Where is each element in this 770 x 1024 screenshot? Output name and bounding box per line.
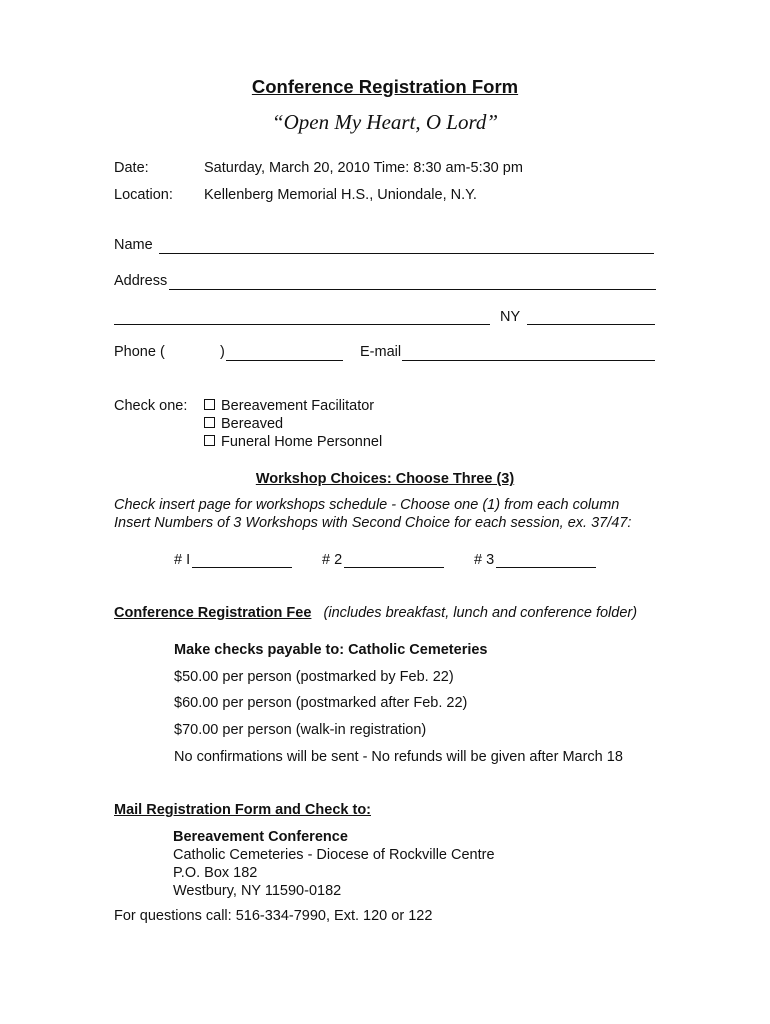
choice-3-label: # 3 — [474, 552, 495, 568]
page-title: Conference Registration Form — [251, 76, 519, 97]
area-code-field[interactable] — [176, 360, 220, 361]
workshop-instruction-2: Insert Numbers of 3 Workshops with Second Choice for each session, ex. 37/47: — [114, 515, 632, 531]
fee-section — [114, 605, 637, 621]
date-label: Date: — [114, 160, 149, 176]
option-funeral-home-personnel[interactable]: Funeral Home Personnel — [204, 434, 382, 450]
phone-field[interactable] — [226, 360, 343, 361]
location-label: Location: — [114, 187, 173, 203]
fee-heading: Conference Registration Fee — [114, 605, 312, 621]
checkbox-icon[interactable] — [204, 399, 215, 410]
choice-3-field[interactable] — [496, 567, 596, 568]
phone-paren-close: ) — [220, 344, 225, 360]
refund-policy: No confirmations will be sent - No refunds will be given after March 18 — [174, 749, 623, 765]
mail-line-1: Bereavement Conference — [173, 829, 348, 845]
workshop-heading: Workshop Choices: Choose Three (3) — [255, 471, 515, 487]
checkbox-icon[interactable] — [204, 417, 215, 428]
city-field[interactable] — [114, 324, 490, 325]
workshop-instruction-1: Check insert page for workshops schedule - Choose one (1) from each column — [114, 497, 620, 513]
price-walk-in: $70.00 per person (walk-in registration) — [174, 722, 427, 738]
checkbox-icon[interactable] — [204, 435, 215, 446]
zip-field[interactable] — [527, 324, 655, 325]
address-label: Address — [114, 273, 168, 289]
mail-heading: Mail Registration Form and Check to: — [114, 802, 371, 818]
email-label: E-mail — [360, 344, 402, 360]
date-value: Saturday, March 20, 2010 Time: 8:30 am-5:30 pm — [204, 160, 523, 176]
check-one-label: Check one: — [114, 398, 188, 414]
mail-line-3: P.O. Box 182 — [173, 865, 258, 881]
email-field[interactable] — [402, 360, 655, 361]
price-late: $60.00 per person (postmarked after Feb. 22) — [174, 695, 468, 711]
mail-line-4: Westbury, NY 11590-0182 — [173, 883, 342, 899]
name-label: Name — [114, 237, 153, 253]
payable-note: Make checks payable to: Catholic Cemeteries — [174, 642, 488, 658]
choice-2-field[interactable] — [344, 567, 444, 568]
page-subtitle: “Open My Heart, O Lord” — [271, 110, 499, 134]
option-bereavement-facilitator[interactable]: Bereavement Facilitator — [204, 398, 374, 414]
option-bereaved[interactable]: Bereaved — [204, 416, 283, 432]
phone-label: Phone ( — [114, 344, 165, 360]
price-early: $50.00 per person (postmarked by Feb. 22) — [174, 669, 454, 685]
name-field[interactable] — [159, 253, 654, 254]
mail-line-2: Catholic Cemeteries - Diocese of Rockville Centre — [173, 847, 495, 863]
fee-note: (includes breakfast, lunch and conference folder) — [323, 605, 638, 621]
contact-line: For questions call: 516-334-7990, Ext. 120 or 122 — [114, 908, 433, 924]
location-value: Kellenberg Memorial H.S., Uniondale, N.Y. — [204, 187, 477, 203]
choice-1-field[interactable] — [192, 567, 292, 568]
choice-1-label: # I — [174, 552, 191, 568]
state-label: NY — [500, 309, 521, 325]
address-field[interactable] — [169, 289, 656, 290]
choice-2-label: # 2 — [322, 552, 343, 568]
